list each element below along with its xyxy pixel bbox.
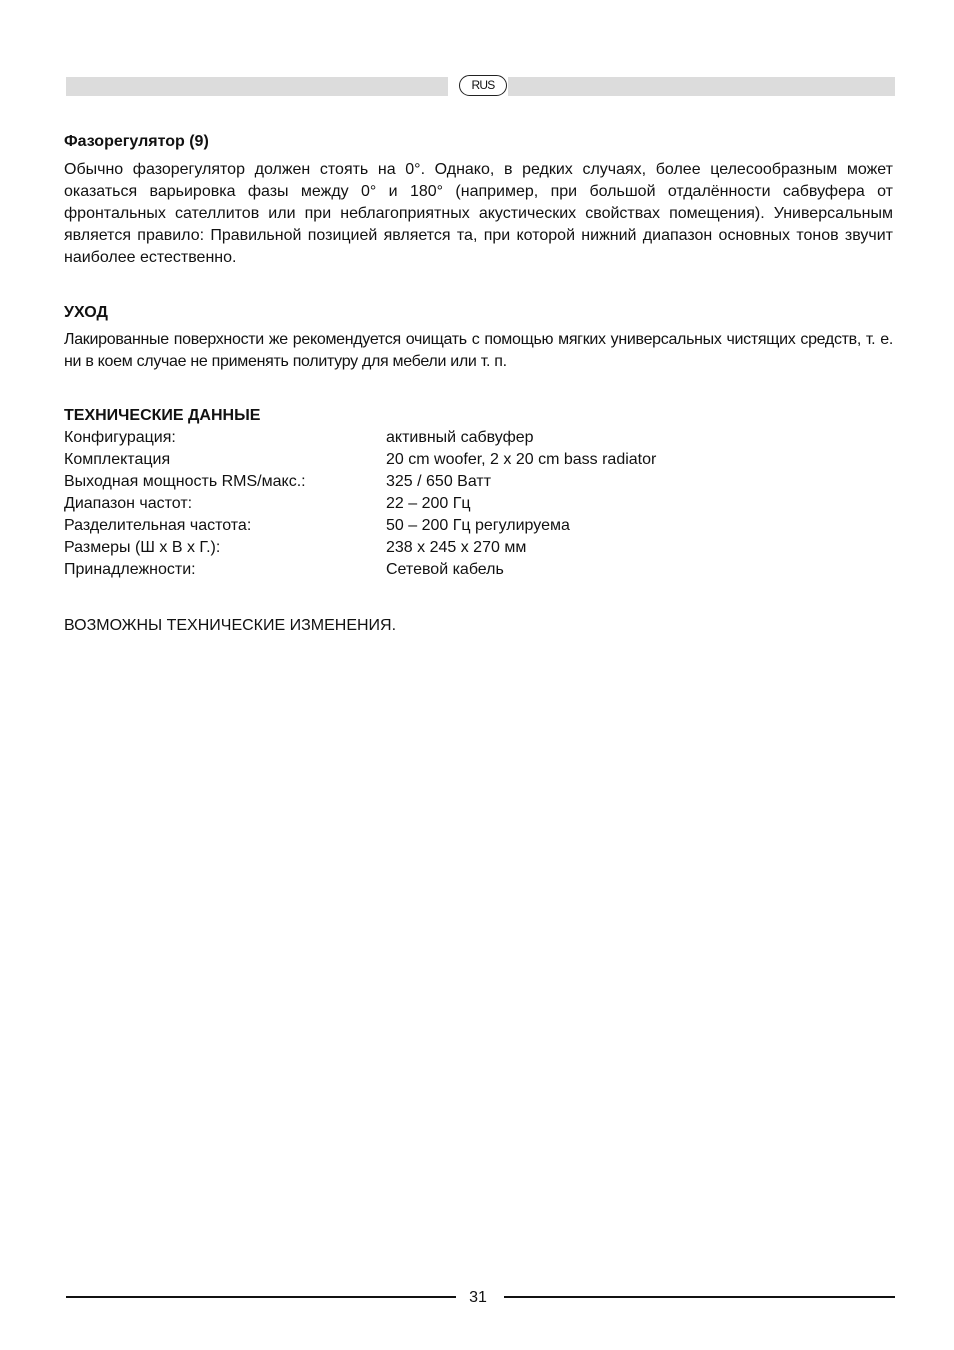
tech-section — [64, 405, 893, 637]
language-badge: RUS — [459, 75, 507, 96]
care-section — [64, 302, 893, 373]
page-content — [64, 131, 893, 637]
spec-value: активный сабвуфер — [386, 429, 534, 446]
spec-row — [64, 559, 656, 581]
spec-label: Разделительная частота: — [64, 517, 252, 534]
spec-value: 238 x 245 x 270 мм — [386, 539, 527, 556]
care-paragraph: Лакированные поверхности же рекомендуется очищать с помощью мягких универсальных чистящих средств, т. е. ни в коем случае не применять политуру для мебели или т. п. — [64, 331, 893, 370]
spec-row — [64, 427, 656, 449]
spec-row — [64, 449, 656, 471]
spec-row — [64, 471, 656, 493]
spec-label: Конфигурация: — [64, 429, 176, 446]
spec-value: 20 cm woofer, 2 x 20 cm bass radiator — [386, 451, 657, 468]
footer-line-left — [66, 1296, 456, 1298]
spec-label: Комплектация — [64, 451, 171, 468]
phase-section — [64, 131, 893, 269]
spec-row — [64, 493, 656, 515]
spec-row — [64, 537, 656, 559]
spec-value: 22 – 200 Гц — [386, 495, 471, 512]
technical-changes-note: ВОЗМОЖНЫ ТЕХНИЧЕСКИЕ ИЗМЕНЕНИЯ. — [64, 617, 397, 634]
phase-heading: Фазорегулятор (9) — [64, 133, 209, 150]
spec-value: Сетевой кабель — [386, 561, 504, 578]
spec-value: 50 – 200 Гц регулируема — [386, 517, 570, 534]
spec-row — [64, 515, 656, 537]
header-bar-left — [66, 77, 448, 96]
footer-line-right — [504, 1296, 895, 1298]
phase-paragraph: Обычно фазорегулятор должен стоять на 0°. Однако, в редких случаях, более целесообразным может оказаться варьировка фазы между 0° и 180° (например, при большой отдалённости сабвуфера от фронтальных сателлитов или при неблагоприятных акустических свойствах помещения). Универсальным является правило: Правильной позицией является та, при которой нижний диапазон основных тонов звучит наиболее естественно. — [64, 161, 893, 266]
spec-label: Выходная мощность RMS/макс.: — [64, 473, 306, 490]
spec-label: Принадлежности: — [64, 561, 196, 578]
spec-value: 325 / 650 Ватт — [386, 473, 492, 490]
header-bar-right — [508, 77, 895, 96]
tech-heading: ТЕХНИЧЕСКИЕ ДАННЫЕ — [64, 407, 261, 424]
spec-label: Диапазон частот: — [64, 495, 193, 512]
spec-label: Размеры (Ш x В x Г.): — [64, 539, 221, 556]
page-number: 31 — [469, 1289, 487, 1306]
spec-table — [64, 427, 656, 581]
care-heading: УХОД — [64, 304, 108, 321]
